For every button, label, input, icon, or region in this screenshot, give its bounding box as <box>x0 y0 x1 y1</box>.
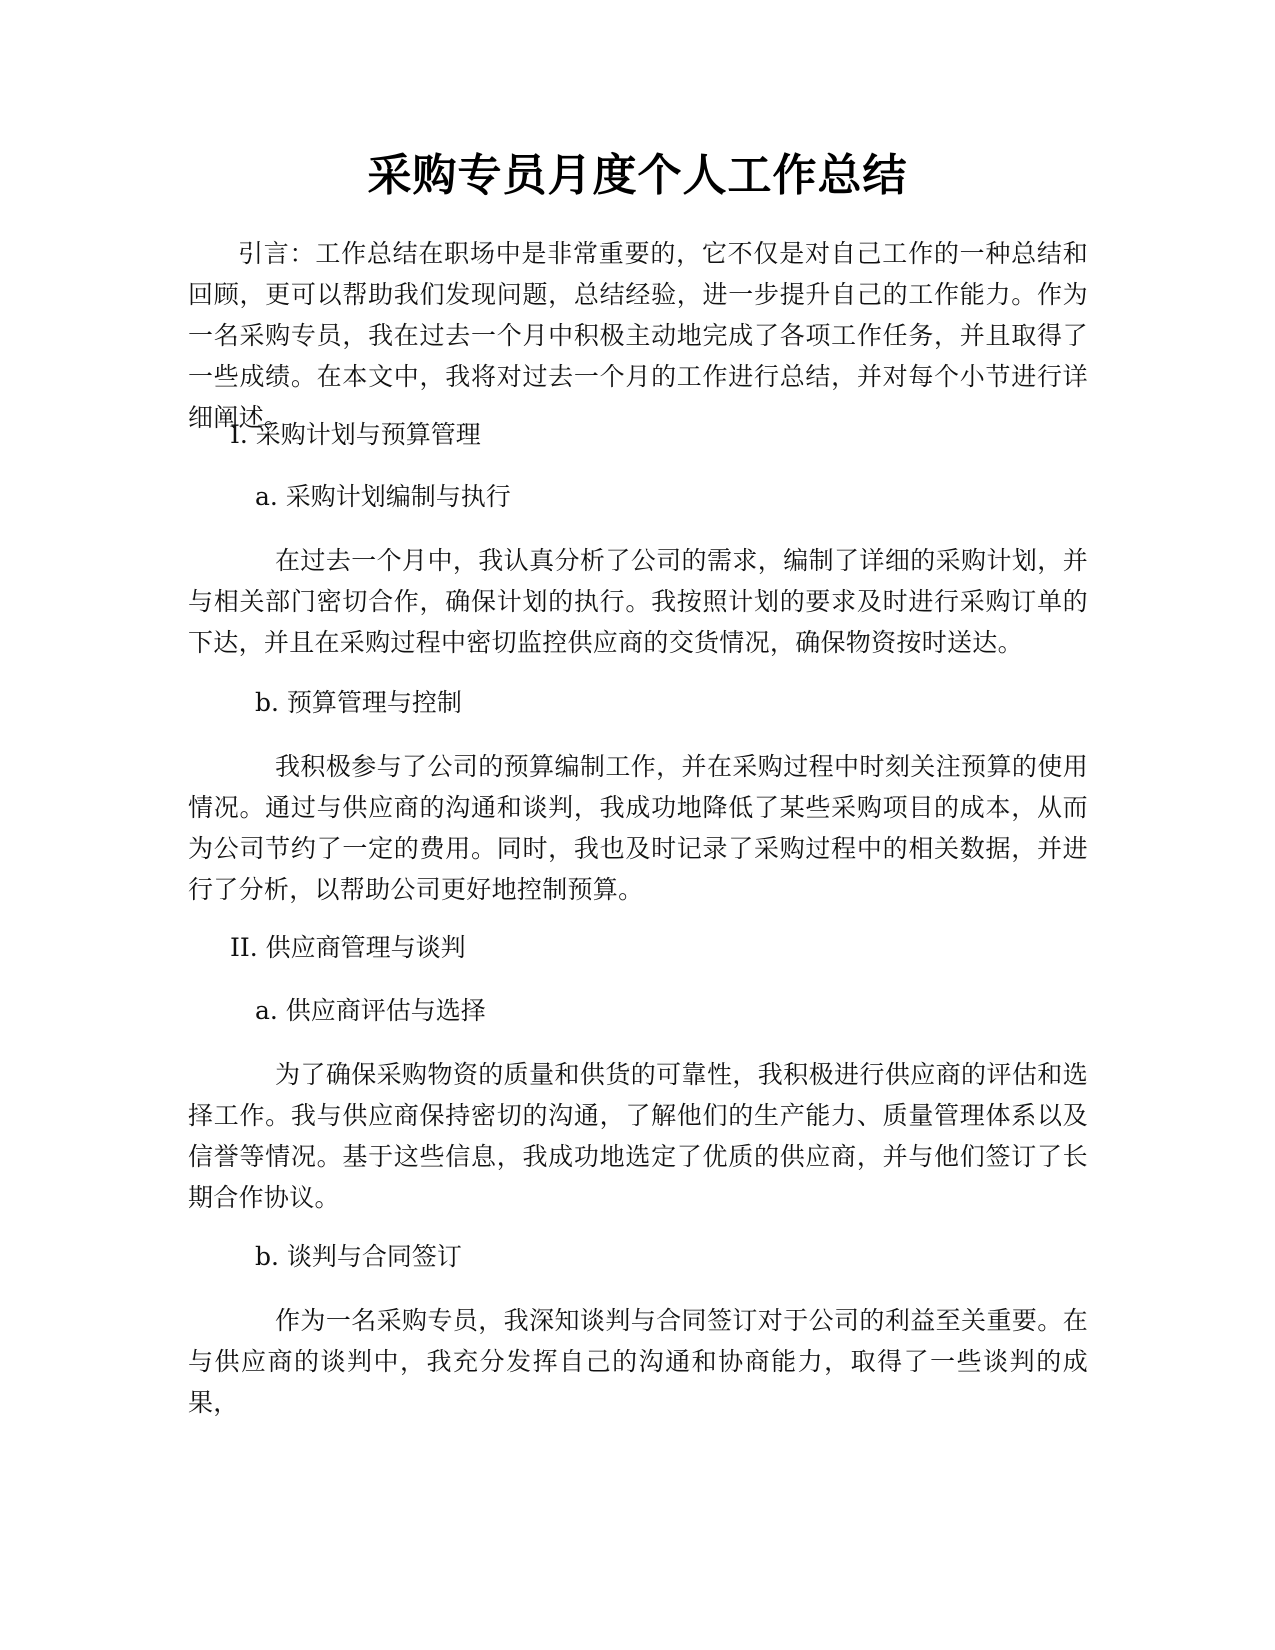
paragraph-2b: 作为一名采购专员，我深知谈判与合同签订对于公司的利益至关重要。在与供应商的谈判中，我充分发挥自己的沟通和协商能力，取得了一些谈判的成果， <box>188 1306 1088 1417</box>
section-heading-1: I. 采购计划与预算管理 <box>230 420 481 449</box>
subsection-heading-1b: b. 预算管理与控制 <box>255 688 462 717</box>
intro-paragraph: 引言：工作总结在职场中是非常重要的，它不仅是对自己工作的一种总结和回顾，更可以帮助我们发现问题，总结经验，进一步提升自己的工作能力。作为一名采购专员，我在过去一个月中积极主动地完成了各项工作任务，并且取得了一些成绩。在本文中，我将对过去一个月的工作进行总结，并对每个小节进行详细阐述。 <box>188 239 1088 432</box>
paragraph-1b: 我积极参与了公司的预算编制工作，并在采购过程中时刻关注预算的使用情况。通过与供应商的沟通和谈判，我成功地降低了某些采购项目的成本，从而为公司节约了一定的费用。同时，我也及时记录了采购过程中的相关数据，并进行了分析，以帮助公司更好地控制预算。 <box>188 752 1088 904</box>
paragraph-1a: 在过去一个月中，我认真分析了公司的需求，编制了详细的采购计划，并与相关部门密切合作，确保计划的执行。我按照计划的要求及时进行采购订单的下达，并且在采购过程中密切监控供应商的交货情况，确保物资按时送达。 <box>188 546 1088 657</box>
subsection-heading-2a: a. 供应商评估与选择 <box>255 996 486 1025</box>
subsection-heading-2b: b. 谈判与合同签订 <box>255 1242 462 1271</box>
paragraph-2a: 为了确保采购物资的质量和供货的可靠性，我积极进行供应商的评估和选择工作。我与供应商保持密切的沟通，了解他们的生产能力、质量管理体系以及信誉等情况。基于这些信息，我成功地选定了优质的供应商，并与他们签订了长期合作协议。 <box>188 1060 1088 1212</box>
document-title: 采购专员月度个人工作总结 <box>367 150 908 201</box>
section-heading-2: II. 供应商管理与谈判 <box>230 933 466 962</box>
subsection-heading-1a: a. 采购计划编制与执行 <box>255 482 511 511</box>
